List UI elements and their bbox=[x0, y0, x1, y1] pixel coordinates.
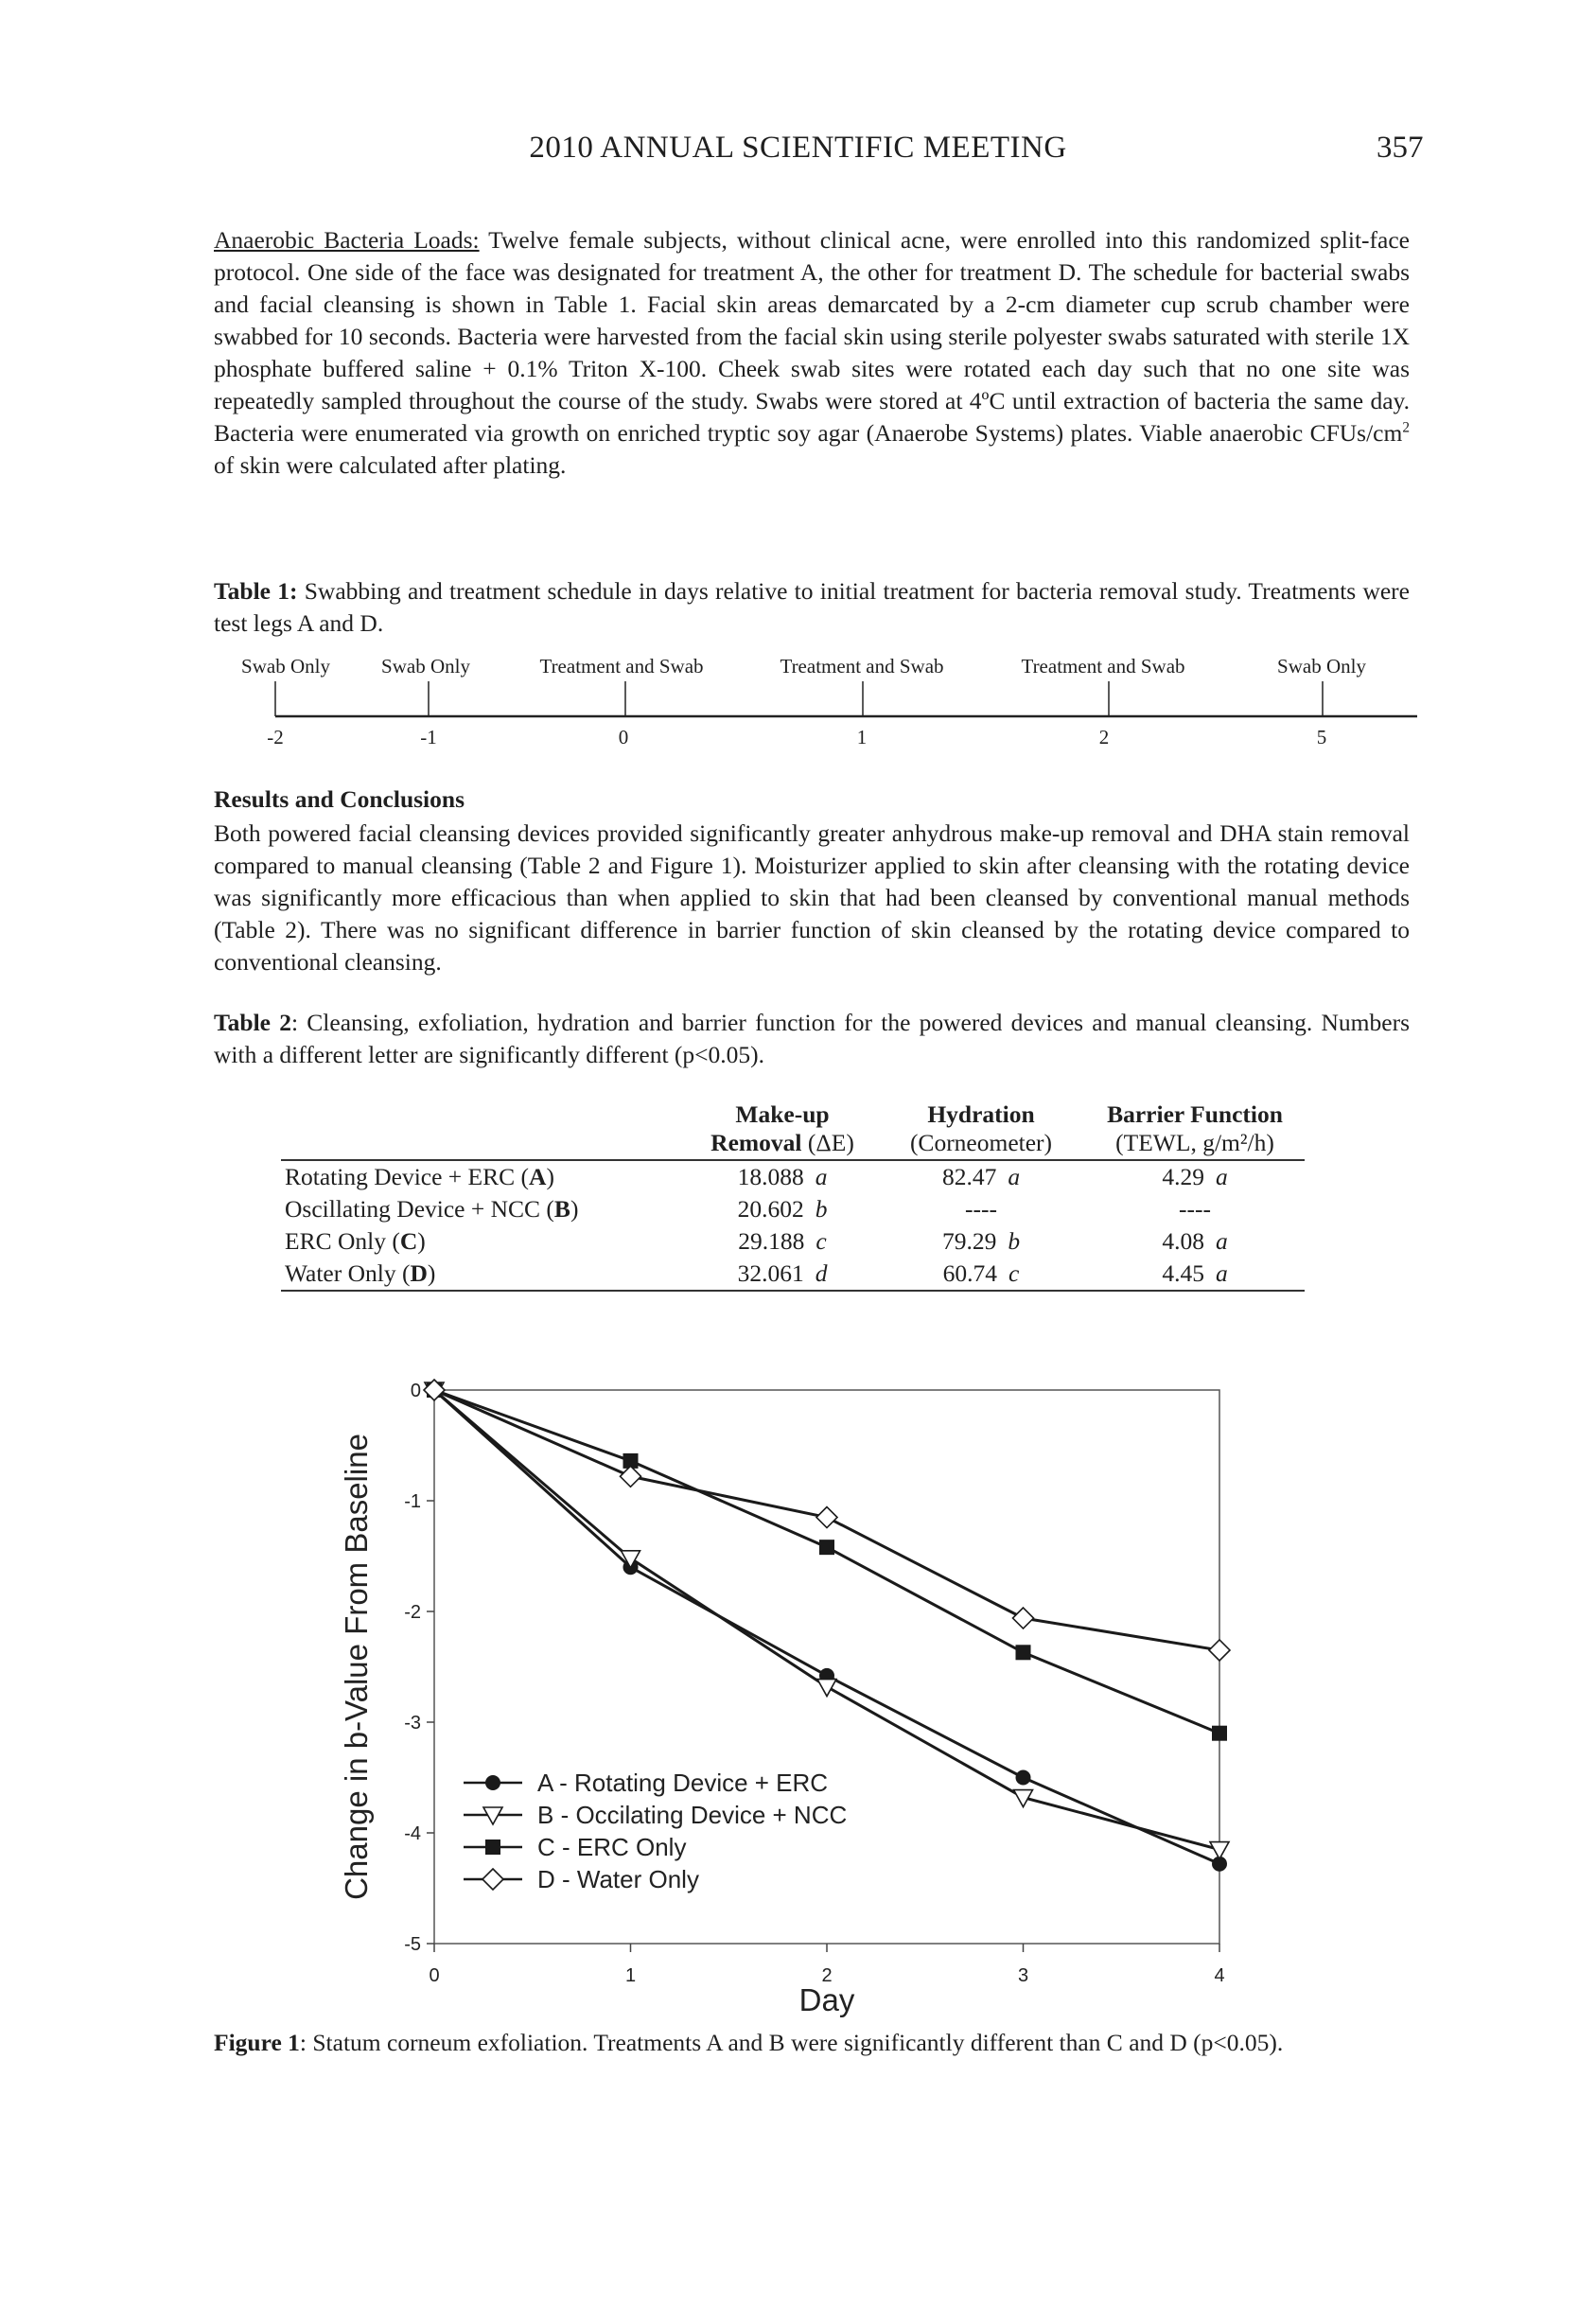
results-paragraph: Both powered facial cleansing devices provided significantly greater anhydrous make-up removal and DHA stain removal compared to manual cleansing (Table 2 and Figure 1). Moisturizer applied to skin after cleansing with the rotating device was significantly more efficacious than when applied to skin that had been cleansed by conventional manual methods (Table 2). There was no significant difference in barrier function of skin cleansed by the rotating device compared to conventional cleansing. bbox=[214, 819, 1410, 976]
timeline-day: -1 bbox=[420, 726, 437, 748]
timeline-event-label: Treatment and Swab bbox=[1021, 655, 1185, 678]
filled-circle-marker bbox=[1016, 1770, 1031, 1786]
column-header-makeup: Make-up bbox=[735, 1100, 830, 1128]
running-header: 2010 ANNUAL SCIENTIFIC MEETING bbox=[529, 131, 1067, 165]
y-tick-label: -1 bbox=[404, 1491, 421, 1512]
barrier-value: 4.08 a bbox=[1162, 1227, 1228, 1255]
x-tick-label: 4 bbox=[1214, 1965, 1225, 1986]
page-number: 357 bbox=[1377, 131, 1424, 165]
figure1-caption bbox=[214, 2027, 1410, 2059]
makeup-value: 20.602 b bbox=[737, 1195, 828, 1223]
open-diamond-marker bbox=[482, 1869, 503, 1890]
timeline-event-label: Swab Only bbox=[381, 655, 470, 678]
hydration-value: ---- bbox=[965, 1195, 997, 1223]
filled-square-marker bbox=[1212, 1726, 1227, 1741]
timeline-event-label: Swab Only bbox=[241, 655, 330, 678]
makeup-value: 32.061 d bbox=[688, 1258, 877, 1291]
hydration-value: 82.47 a bbox=[941, 1163, 1021, 1190]
filled-circle-marker bbox=[485, 1775, 500, 1790]
table1-label: Table 1: bbox=[214, 577, 298, 605]
filled-square-marker bbox=[819, 1540, 834, 1555]
subheader-unit: (Corneometer) bbox=[909, 1129, 1053, 1156]
column-header-barrier: Barrier Function bbox=[1107, 1100, 1283, 1128]
row-label: Water Only (D) bbox=[281, 1258, 688, 1291]
timeline-day: 2 bbox=[1098, 726, 1110, 748]
legend-label: D - Water Only bbox=[537, 1865, 699, 1893]
filled-square-marker bbox=[485, 1840, 500, 1855]
row-label: Oscillating Device + NCC (B) bbox=[285, 1195, 579, 1223]
figure1-caption-text: : Statum corneum exfoliation. Treatments A and B were significantly different than C and D (p<0.05). bbox=[299, 2029, 1284, 2056]
open-diamond-marker bbox=[1209, 1640, 1230, 1661]
timeline-event-label: Treatment and Swab bbox=[780, 655, 944, 678]
table2-caption-text: : Cleansing, exfoliation, hydration and barrier function for the powered devices and manual cleansing. Numbers with a different letter are significantly different (p<0.05). bbox=[214, 1009, 1410, 1068]
superscript: 2 bbox=[1402, 419, 1410, 436]
results-heading: Results and Conclusions bbox=[214, 785, 465, 813]
barrier-value: 4.45 a bbox=[1085, 1258, 1305, 1291]
open-diamond-marker bbox=[816, 1507, 837, 1528]
x-tick-label: 2 bbox=[821, 1965, 833, 1986]
open-down-triangle-marker bbox=[817, 1680, 836, 1697]
timeline-day: -2 bbox=[267, 726, 284, 748]
x-tick-label: 3 bbox=[1017, 1965, 1029, 1986]
timeline-day: 1 bbox=[856, 726, 868, 748]
open-diamond-marker bbox=[1013, 1608, 1034, 1628]
methods-subheading: Anaerobic Bacteria Loads: bbox=[214, 226, 480, 254]
column-header-hydration: Hydration bbox=[927, 1100, 1035, 1128]
methods-text-end: of skin were calculated after plating. bbox=[214, 451, 567, 479]
y-tick-label: -5 bbox=[404, 1934, 421, 1955]
timeline-event-label: Treatment and Swab bbox=[539, 655, 704, 678]
barrier-value: 4.29 a bbox=[1162, 1163, 1228, 1190]
subheader-bold: Removal bbox=[710, 1129, 802, 1156]
legend-label: B - Occilating Device + NCC bbox=[537, 1801, 848, 1829]
y-tick-label: -3 bbox=[404, 1713, 421, 1734]
table1-caption-text: Swabbing and treatment schedule in days relative to initial treatment for bacteria removal study. Treatments were test legs A and D. bbox=[214, 577, 1410, 637]
row-label: Rotating Device + ERC (A) bbox=[285, 1163, 554, 1190]
table2-label: Table 2 bbox=[214, 1009, 291, 1036]
y-tick-label: -2 bbox=[404, 1602, 421, 1623]
y-axis-label: Change in b-Value From Baseline bbox=[339, 1434, 374, 1900]
hydration-value: 60.74 c bbox=[877, 1258, 1085, 1291]
figure1-label: Figure 1 bbox=[214, 2029, 300, 2056]
y-tick-label: -4 bbox=[404, 1823, 421, 1844]
y-tick-label: 0 bbox=[410, 1381, 421, 1401]
open-diamond-marker bbox=[621, 1466, 641, 1487]
x-tick-label: 1 bbox=[624, 1965, 637, 1986]
legend-label: C - ERC Only bbox=[537, 1833, 687, 1861]
timeline-event-label: Swab Only bbox=[1277, 655, 1366, 678]
makeup-value: 18.088 a bbox=[737, 1163, 828, 1190]
makeup-value: 29.188 c bbox=[738, 1227, 827, 1255]
subheader-unit: (TEWL, g/m²/h) bbox=[1115, 1129, 1274, 1156]
legend-label: A - Rotating Device + ERC bbox=[537, 1769, 829, 1797]
hydration-value: 79.29 b bbox=[941, 1227, 1021, 1255]
timeline-day: 5 bbox=[1316, 726, 1327, 748]
subheader-unit: (ΔE) bbox=[801, 1129, 854, 1156]
filled-square-marker bbox=[1016, 1645, 1031, 1660]
row-label: ERC Only (C) bbox=[285, 1227, 426, 1255]
timeline-day: 0 bbox=[618, 726, 629, 748]
methods-text: Twelve female subjects, without clinical acne, were enrolled into this randomized split-face protocol. One side of the face was designated for treatment A, the other for treatment D. The schedule for bacterial swabs and facial cleansing is shown in Table 1. Facial skin areas demarcated by a 2-cm diameter cup scrub chamber were swabbed for 10 seconds. Bacteria were harvested from the facial skin using sterile polyester swabs saturated with sterile 1X phosphate buffered saline + 0.1% Triton X-100. Cheek swab sites were rotated each day such that no one site was repeatedly sampled throughout the course of the study. Swabs were stored at 4ºC until extraction of bacteria the same day. Bacteria were enumerated via growth on enriched tryptic soy agar (Anaerobe Systems) plates. Viable anaerobic CFUs/cm bbox=[214, 226, 1410, 447]
x-tick-label: 0 bbox=[429, 1965, 440, 1986]
open-down-triangle-marker bbox=[1210, 1842, 1229, 1859]
x-axis-label: Day bbox=[798, 1982, 855, 2017]
barrier-value: ---- bbox=[1179, 1195, 1211, 1223]
